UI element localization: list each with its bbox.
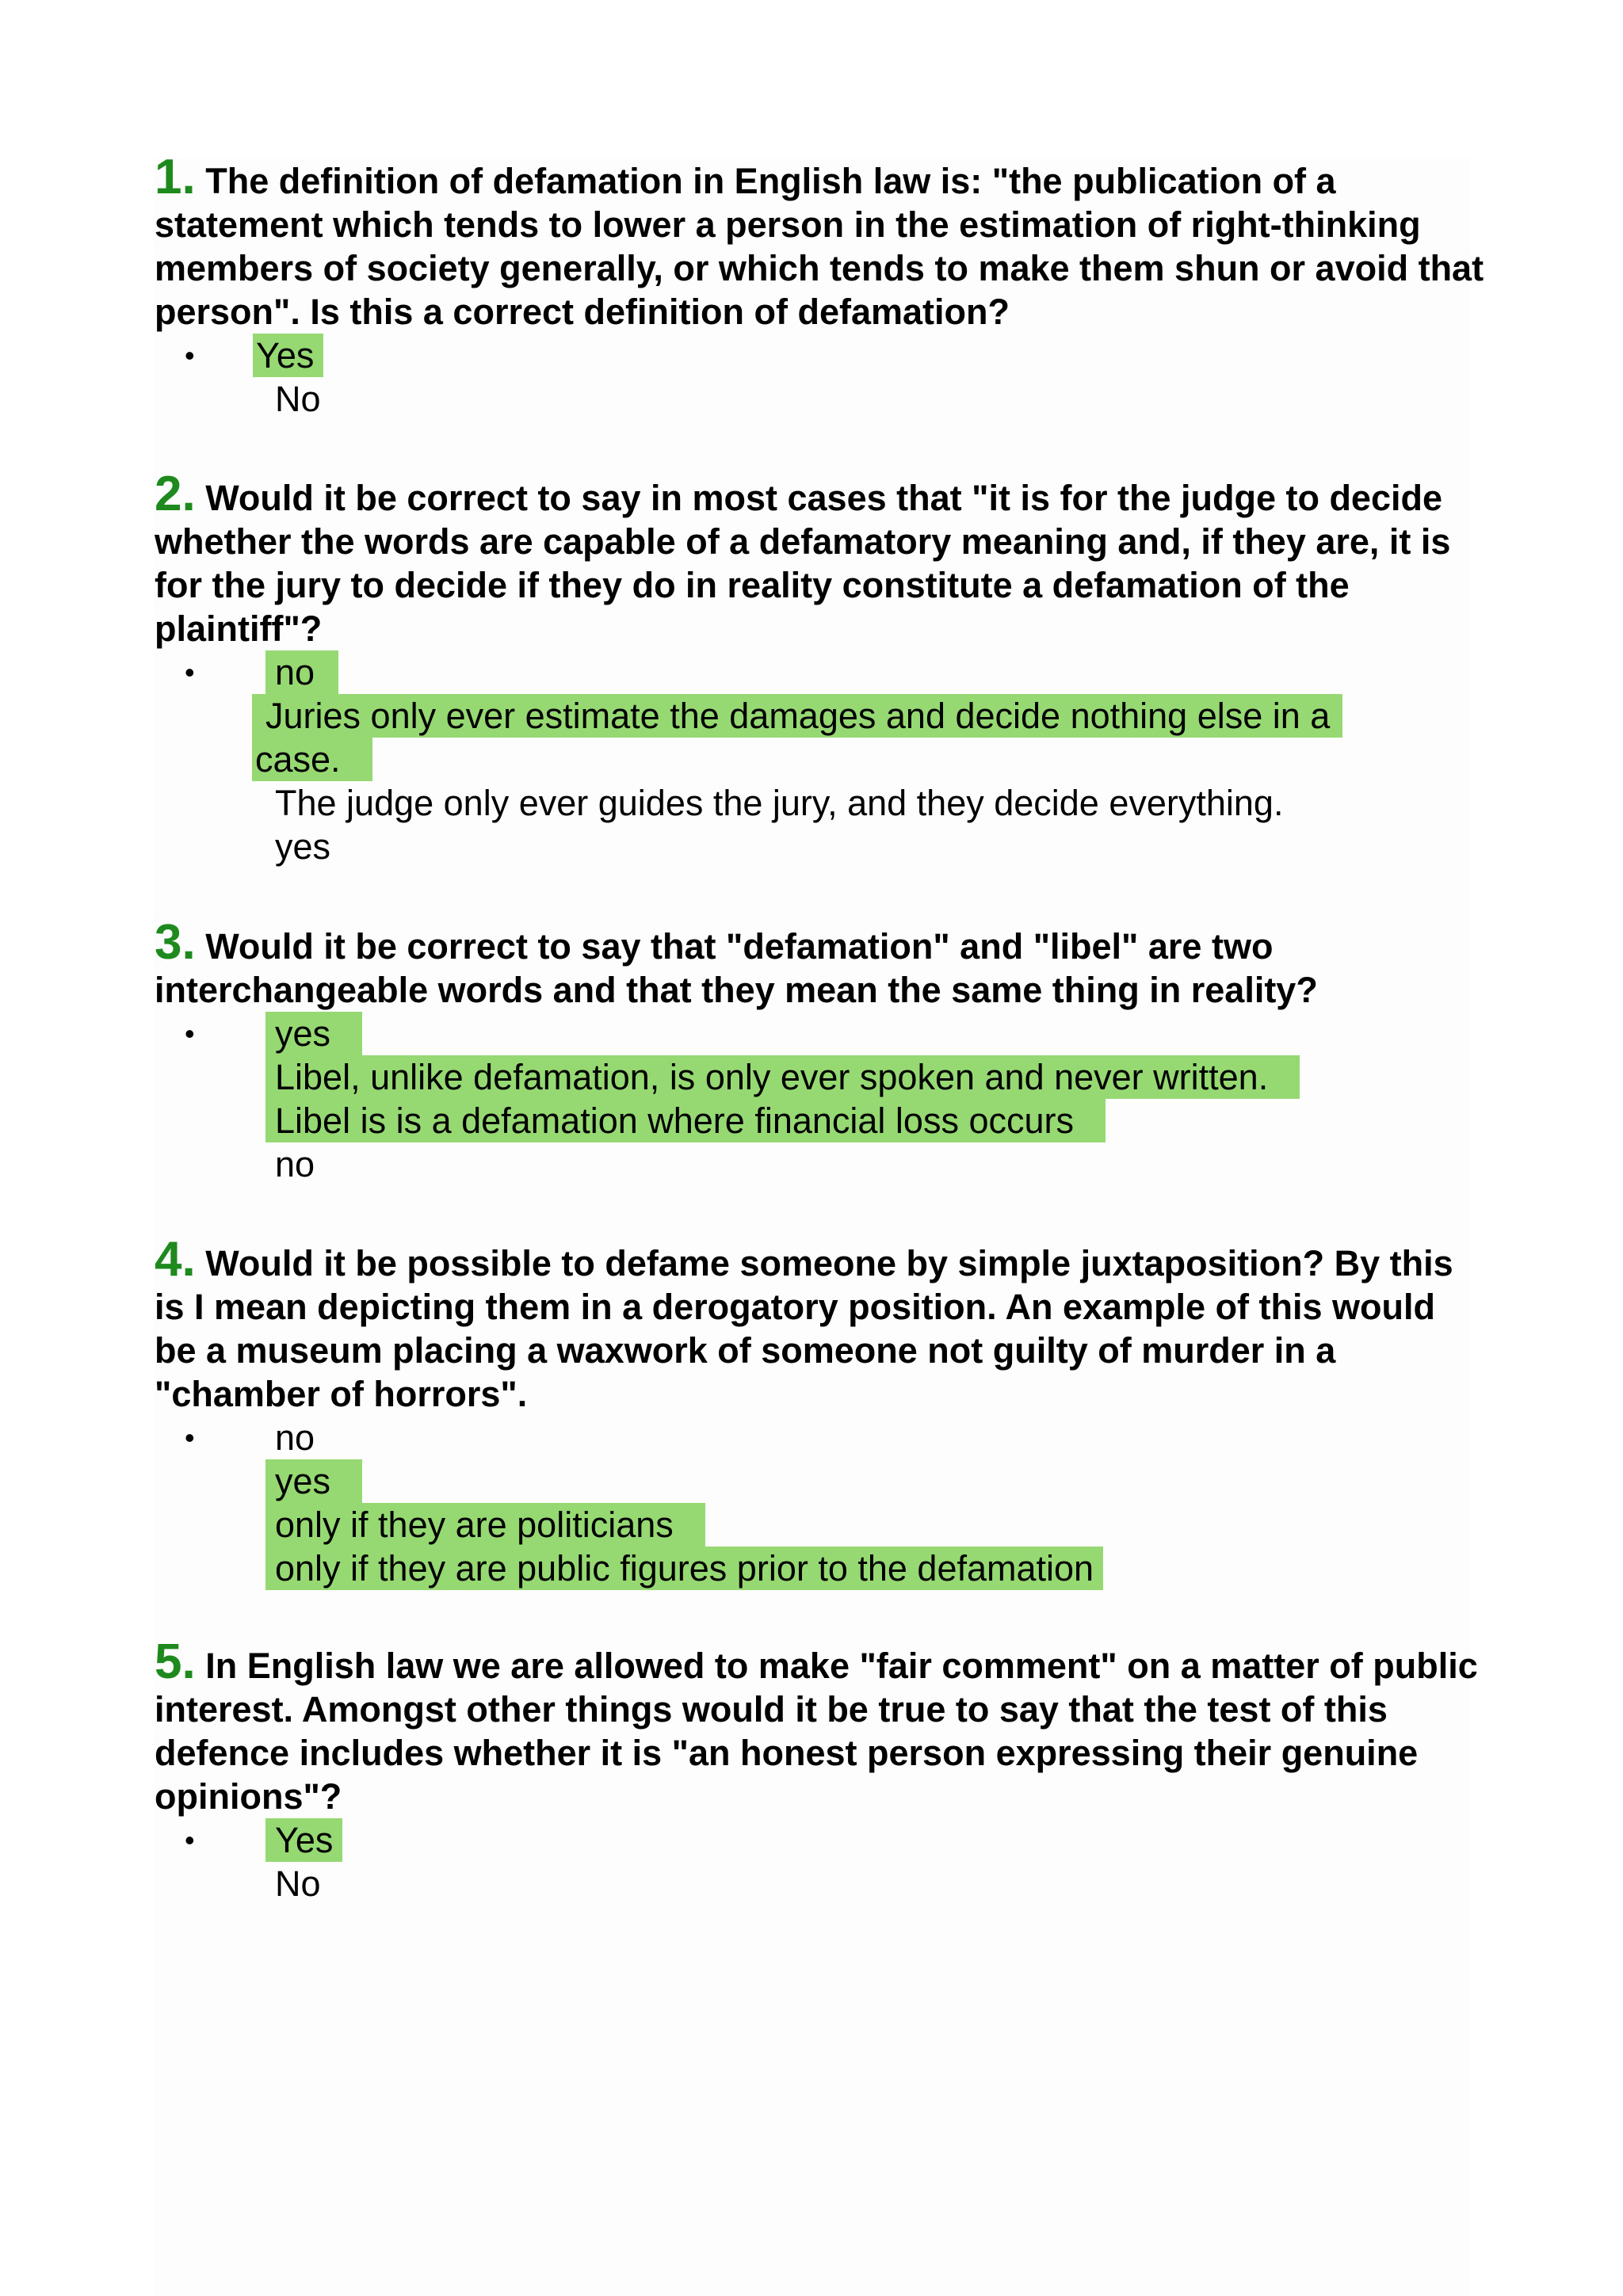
question-4	[155, 1232, 1486, 1590]
option-judge-guides[interactable]: The judge only ever guides the jury, and they decide everything.	[275, 783, 1284, 823]
option-yes[interactable]: • Yes	[155, 1818, 1486, 1862]
option-list	[155, 1818, 1486, 1905]
option-list	[155, 650, 1486, 868]
question-number: 2.	[155, 467, 196, 521]
question-text: 2. Would it be correct to say in most cases that "it is for the judge to decide whether the words are capable of a defamatory meaning and, if they are, it is for the jury to decide if they do in reality constitute a defamation of the plaintiff"?	[155, 467, 1451, 649]
option-no[interactable]: • no	[185, 1417, 315, 1458]
option-libel-spoken[interactable]: Libel, unlike defamation, is only ever spoken and never written.	[155, 1055, 1486, 1099]
option-politicians[interactable]: only if they are politicians	[155, 1503, 1486, 1547]
option-list	[155, 1416, 1486, 1590]
option-juries-only[interactable]: Juries only ever estimate the damages and decide nothing else in a case.	[155, 694, 1486, 781]
option-no[interactable]: No	[275, 1863, 321, 1904]
question-text: 1. The definition of defamation in English law is: "the publication of a statement which tends to lower a person in the estimation of right-thinking members of society generally, or which tends to make them shun or avoid that person". Is this a correct definition of defamation?	[155, 150, 1484, 332]
bullet-icon: •	[185, 1017, 195, 1050]
question-5	[155, 1634, 1486, 1905]
option-no[interactable]: No	[275, 379, 321, 419]
bullet-icon: •	[185, 1421, 195, 1454]
option-public-figures[interactable]: only if they are public figures prior to the defamation	[155, 1547, 1486, 1590]
bullet-icon: •	[185, 656, 195, 688]
bullet-icon: •	[185, 339, 195, 372]
option-no[interactable]: no	[275, 1144, 315, 1184]
question-number: 3.	[155, 915, 196, 970]
option-list	[155, 334, 1486, 421]
option-yes[interactable]: • yes	[155, 1012, 1486, 1055]
question-text: 3. Would it be correct to say that "defamation" and "libel" are two interchangeable words and that they mean the same thing in reality?	[155, 915, 1318, 1010]
option-yes[interactable]: • Yes	[155, 334, 1486, 377]
option-yes[interactable]: yes	[275, 826, 331, 867]
option-no[interactable]: • no	[155, 650, 1486, 694]
option-libel-financial[interactable]: Libel is is a defamation where financial loss occurs	[155, 1099, 1486, 1142]
question-1	[155, 150, 1486, 421]
question-3	[155, 915, 1486, 1186]
bullet-icon: •	[185, 1824, 195, 1856]
question-2	[155, 467, 1486, 868]
question-text: 4. Would it be possible to defame someone by simple juxtaposition? By this is I mean depicting them in a derogatory position. An example of this would be a museum placing a waxwork of someone not guilty of murder in a "chamber of horrors".	[155, 1232, 1453, 1414]
question-number: 4.	[155, 1232, 196, 1287]
question-number: 1.	[155, 150, 196, 204]
question-text: 5. In English law we are allowed to make "fair comment" on a matter of public interest. Amongst other things would it be true to say that the test of this defence includes whether it is "an honest person expressing their genuine opinions"?	[155, 1634, 1478, 1817]
option-list	[155, 1012, 1486, 1186]
option-yes[interactable]: yes	[155, 1459, 1486, 1503]
question-number: 5.	[155, 1634, 196, 1689]
